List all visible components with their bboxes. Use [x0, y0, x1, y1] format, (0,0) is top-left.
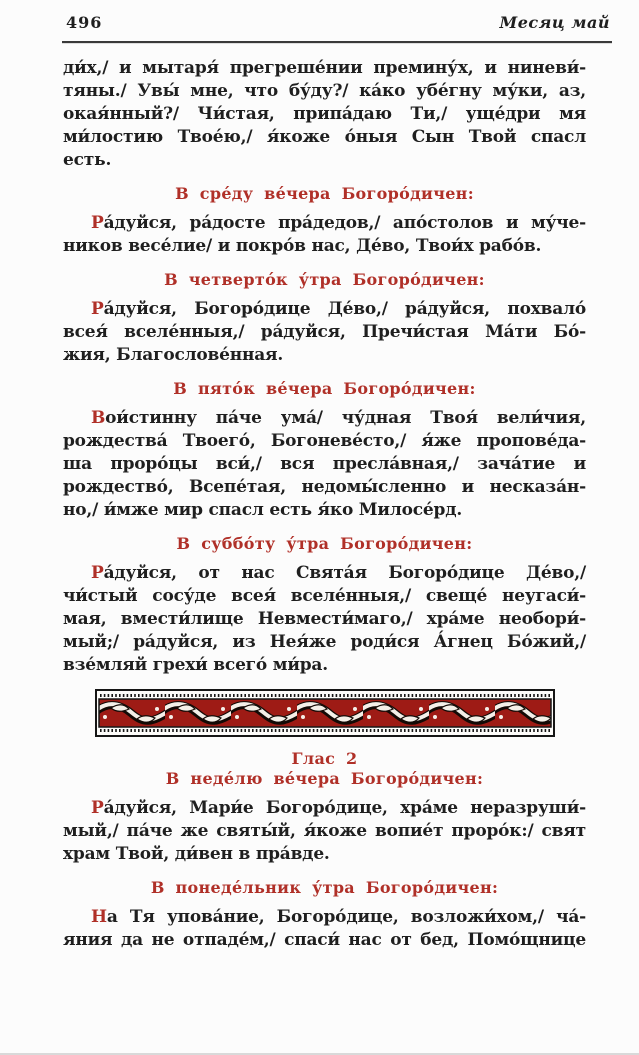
text-line: храм Твой, ди́вен в пра́вде.: [63, 844, 330, 864]
section-heading: [63, 270, 586, 290]
text-line: есть.: [63, 150, 112, 170]
text-line: всея́ вселе́нныя,/ ра́дуйся, Пречи́стая Ма́ти Бо́-: [63, 322, 586, 342]
text-line: На Тя упова́ние, Богоро́дице, возложи́хом,/ ча́-: [91, 907, 586, 927]
foliate-scroll-ornament: [95, 689, 555, 737]
drop-cap-initial: Н: [91, 907, 107, 927]
text-line: рождество́, Всепе́тая, недомы́сленно и несказа́н-: [63, 477, 586, 497]
text-line: но,/ и́мже мир спасл есть я́ко Милосе́рд.: [63, 500, 463, 520]
section-heading: [63, 878, 586, 898]
text-line: Ра́дуйся, ра́досте пра́дедов,/ апо́столов и му́че-: [91, 213, 586, 233]
paragraph: [63, 407, 586, 522]
text-line: жия, Благослове́нная.: [63, 345, 284, 365]
heading-line: В суббо́ту у́тра Богоро́дичен:: [176, 534, 473, 553]
text-line: ников весе́лие/ и покро́в нас, Де́во, Твои́х рабо́в.: [63, 236, 542, 256]
text-line: чи́стый сосу́де всея́ вселе́нныя,/ свеще́ неугаси́-: [63, 586, 586, 606]
drop-cap-initial: Р: [91, 213, 104, 233]
text-line: мая, вмести́лище Невмести́маго,/ хра́ме необори́-: [63, 609, 586, 629]
text-line: рождества́ Твоего́, Богоневе́сто,/ я́же пропове́да-: [63, 431, 586, 451]
section-heading: [63, 379, 586, 399]
drop-cap-initial: В: [91, 408, 106, 428]
text-line: ша проро́цы вси́,/ вся пресла́вная,/ зача́тие и: [63, 454, 586, 474]
paragraph: [63, 906, 586, 952]
text-line: яния да не отпаде́м,/ спаси́ нас от бед, Помо́щнице: [63, 930, 586, 950]
heading-line: В неде́лю ве́чера Богоро́дичен:: [165, 769, 484, 788]
text-line: Ра́дуйся, Мари́е Богоро́дице, хра́ме неразруши́-: [91, 798, 586, 818]
heading-line: В четверто́к у́тра Богоро́дичен:: [164, 270, 485, 289]
heading-line: В понеде́льник у́тра Богоро́дичен:: [150, 878, 499, 897]
text-line: взе́мляй грехи́ всего́ ми́ра.: [63, 655, 328, 675]
text-line: мый;/ ра́дуйся, из Нея́же роди́ся А́гнец Бо́жий,/: [63, 632, 586, 652]
heading-line: Глас 2: [291, 749, 358, 768]
text-line: окая́нный?/ Чи́стая, припа́даю Ти,/ уще́дри мя: [63, 104, 586, 124]
section-heading: [63, 184, 586, 204]
header-rule: [62, 41, 612, 43]
heading-line: В сре́ду ве́чера Богоро́дичен:: [175, 184, 474, 203]
text-line: ди́х,/ и мытаря́ прегреше́нии премину́х, и ниневи́-: [63, 58, 586, 78]
page-number: 496: [66, 13, 103, 32]
drop-cap-initial: Р: [91, 299, 104, 319]
page-header: [66, 13, 610, 32]
content: [0, 57, 639, 952]
drop-cap-initial: Р: [91, 798, 104, 818]
running-title: Месяц май: [499, 13, 610, 32]
drop-cap-initial: Р: [91, 563, 104, 583]
paragraph: [63, 298, 586, 367]
text-line: ми́лостию Твое́ю,/ я́коже о́ныя Сын Твой спасл: [63, 127, 586, 147]
section-heading: [63, 534, 586, 554]
heading-line: В пято́к ве́чера Богоро́дичен:: [173, 379, 476, 398]
paragraph: [63, 797, 586, 866]
paragraph: [63, 212, 586, 258]
paragraph: [63, 57, 586, 172]
text-line: Ра́дуйся, Богоро́дице Де́во,/ ра́дуйся, похвало́: [91, 299, 586, 319]
section-heading: [63, 749, 586, 789]
text-line: мый,/ па́че же святы́й, я́коже вопие́т проро́к:/ свят: [63, 821, 586, 841]
text-line: тяны./ Увы́ мне, что бу́ду?/ ка́ко убе́гну му́ки, аз,: [63, 81, 586, 101]
paragraph: [63, 562, 586, 677]
ornament-band: [95, 689, 555, 737]
text-line: Вои́стинну па́че ума́/ чу́дная Твоя́ вели́чия,: [91, 408, 586, 428]
text-line: Ра́дуйся, от нас Свята́я Богоро́дице Де́во,/: [91, 563, 586, 583]
